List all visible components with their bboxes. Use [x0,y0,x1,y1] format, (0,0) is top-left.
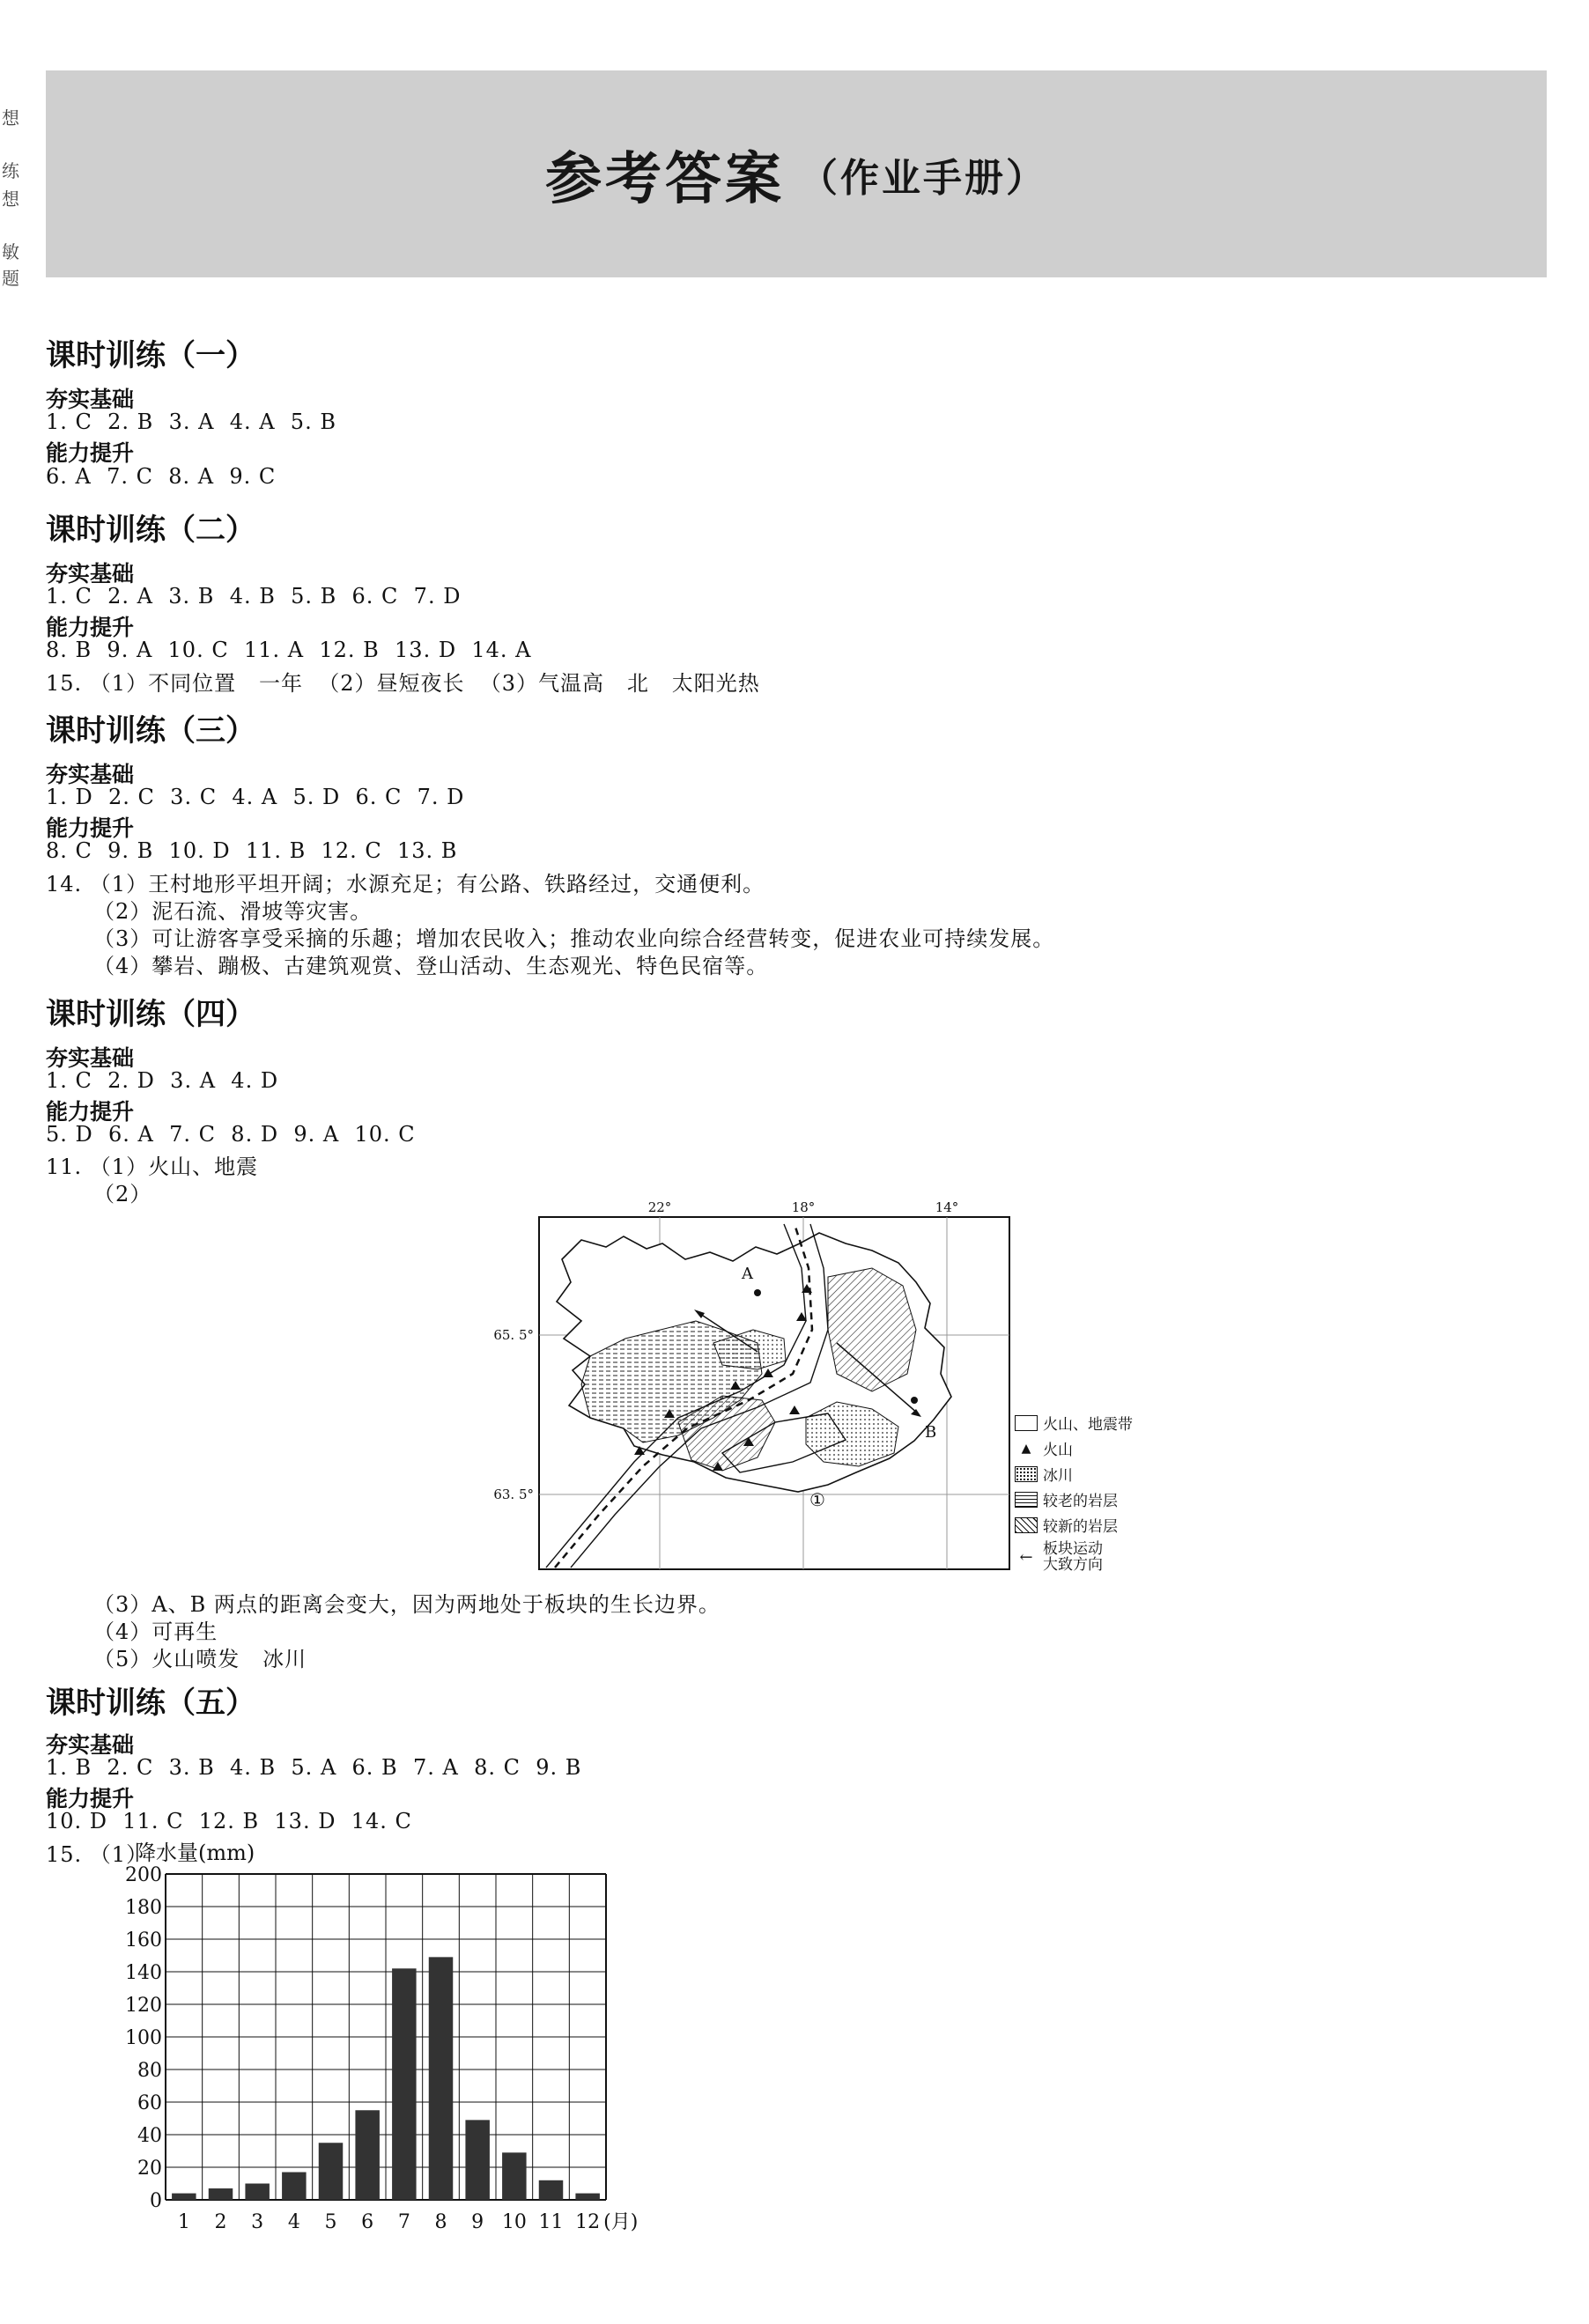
bar-month-6 [355,2110,380,2200]
y-tick-label: 120 [125,1995,162,2017]
x-tick-label: 11 [538,2211,564,2233]
advance-label: 能力提升 [46,1786,135,1811]
x-tick-label: 8 [434,2211,447,2233]
margin-mark: 想 [2,107,19,129]
legend-item [1015,1488,1118,1510]
answer-line: 10. D 11. C 12. B 13. D 14. C [46,1809,412,1833]
lon-label: 14° [935,1199,959,1215]
y-tick-label: 160 [125,1929,162,1951]
answer-line: （3）可让游客享受采摘的乐趣；增加农民收入；推动农业向综合经营转变，促进农业可持续发展。 [93,926,1055,951]
basic-label: 夯实基础 [46,561,135,587]
legend-label: 大致方向 [1043,1556,1103,1574]
answer-line: 8. B 9. A 10. C 11. A 12. B 13. D 14. A [46,638,532,662]
legend-swatch [1015,1492,1038,1508]
section-title: 课时训练（一） [46,338,255,373]
legend-item [1015,1412,1133,1434]
bar-month-7 [392,1968,417,2200]
advance-label: 能力提升 [46,1099,135,1125]
legend-label: 较新的岩层 [1043,1518,1118,1536]
answer-line: 15. （1）不同位置 一年 （2）昼短夜长 （3）气温高 北 太阳光热 [46,671,760,696]
bar-month-10 [502,2152,527,2200]
answer-line: （2） [93,1182,152,1206]
y-tick-label: 80 [137,2060,162,2082]
bar-month-4 [282,2173,307,2200]
bar-month-3 [245,2184,270,2201]
answer-line: （3）A、B 两点的距离会变大，因为两地处于板块的生长边界。 [93,1592,721,1617]
bar-month-8 [429,1957,454,2200]
precipitation-chart [115,1841,643,2254]
legend-label: 较老的岩层 [1043,1493,1118,1510]
answer-line: （4）攀岩、蹦极、古建筑观赏、登山活动、生态观光、特色民宿等。 [93,954,769,978]
legend-label: 火山、地震带 [1043,1416,1133,1434]
legend-label: 火山 [1043,1442,1073,1459]
y-tick-label: 40 [137,2125,162,2147]
legend-item [1015,1463,1073,1485]
advance-label: 能力提升 [46,440,135,466]
point-label-a: A [742,1265,753,1283]
basic-label: 夯实基础 [46,387,135,412]
bar-month-2 [209,2188,233,2200]
answer-line: 11. （1）火山、地震 [46,1155,259,1179]
bar-month-11 [539,2180,564,2200]
advance-label: 能力提升 [46,615,135,640]
legend-swatch [1015,1466,1038,1482]
title-banner [46,70,1547,277]
legend-swatch [1015,1415,1038,1431]
margin-mark: 想 [2,188,19,210]
triangle-icon: ▲ [1021,1441,1031,1456]
answer-line: 14. （1）王村地形平坦开阔；水源充足；有公路、铁路经过，交通便利。 [46,872,765,896]
x-tick-label: 9 [471,2211,484,2233]
y-tick-label: 180 [125,1897,162,1919]
point-label-b: B [925,1423,937,1442]
answer-line: 1. D 2. C 3. C 4. A 5. D 6. C 7. D [46,785,465,809]
lon-label: 22° [647,1199,672,1215]
margin-mark: 练 [2,160,19,181]
answer-line: （5）火山喷发 冰川 [93,1647,307,1671]
answer-line: 1. C 2. B 3. A 4. A 5. B [46,409,336,434]
arrow-left-icon: ← [1019,1547,1033,1567]
bar-month-12 [575,2194,600,2200]
legend-item [1015,1514,1118,1536]
x-tick-label: 2 [214,2211,227,2233]
point-label-1: ① [809,1489,825,1510]
answer-line: 1. C 2. A 3. B 4. B 5. B 6. C 7. D [46,584,462,609]
section-title: 课时训练（三） [46,713,255,749]
answer-line: 15. （1） [46,1842,149,1867]
bar-month-1 [172,2194,196,2200]
legend-item [1015,1541,1103,1573]
x-tick-label: 1 [177,2211,190,2233]
answer-line: 1. B 2. C 3. B 4. B 5. A 6. B 7. A 8. C 9. B [46,1755,582,1780]
basic-label: 夯实基础 [46,1732,135,1758]
section-title: 课时训练（二） [46,513,255,548]
bar-month-5 [319,2143,344,2200]
y-tick-label: 60 [137,2092,162,2114]
answer-line: （2）泥石流、滑坡等灾害。 [93,899,373,924]
y-tick-label: 140 [125,1962,162,1984]
section-title: 课时训练（五） [46,1686,255,1721]
section-title: 课时训练（四） [46,997,255,1032]
page-title: 参考答案 [545,146,785,212]
x-tick-label: 7 [397,2211,410,2233]
margin-mark: 题 [2,268,19,289]
basic-label: 夯实基础 [46,762,135,787]
y-tick-label: 200 [125,1864,162,1886]
page-subtitle: （作业手册） [799,155,1047,201]
answer-line: （4）可再生 [93,1619,218,1644]
legend-swatch [1015,1517,1038,1533]
answer-line: 6. A 7. C 8. A 9. C [46,464,277,489]
legend-item [1015,1437,1073,1459]
legend-label: 冰川 [1043,1467,1073,1485]
y-tick-label: 20 [137,2158,162,2180]
margin-mark: 敏 [2,241,19,262]
lon-label: 18° [791,1199,816,1215]
y-axis-label: 降水量(mm) [135,1841,255,1865]
answer-line: 1. C 2. D 3. A 4. D [46,1068,279,1093]
legend-label: 板块运动 [1043,1540,1103,1558]
x-tick-label: 6 [361,2211,374,2233]
lat-label: 65. 5° [493,1327,534,1343]
answer-line: 5. D 6. A 7. C 8. D 9. A 10. C [46,1122,416,1147]
lat-label: 63. 5° [493,1487,534,1502]
x-tick-label: 4 [287,2211,300,2233]
iceland-map [458,1198,1022,1585]
answer-line: 8. C 9. B 10. D 11. B 12. C 13. B [46,838,458,863]
basic-label: 夯实基础 [46,1045,135,1071]
y-tick-label: 100 [125,2027,162,2049]
x-axis-unit-label: (月) [603,2211,639,2233]
bar-month-9 [465,2120,490,2200]
x-tick-label: 10 [501,2211,527,2233]
x-tick-label: 3 [251,2211,264,2233]
x-tick-label: 12 [575,2211,601,2233]
advance-label: 能力提升 [46,815,135,841]
y-tick-label: 0 [150,2190,162,2212]
x-tick-label: 5 [324,2211,337,2233]
